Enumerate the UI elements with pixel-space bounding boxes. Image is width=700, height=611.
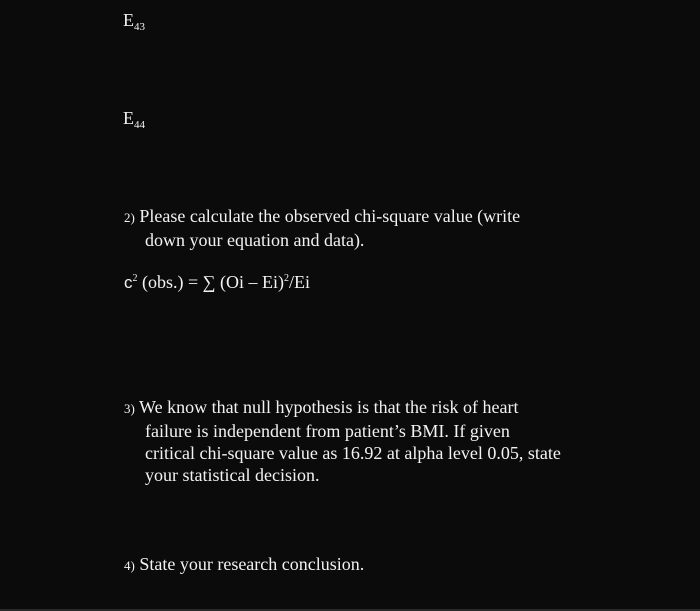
question-3-line-4: your statistical decision. xyxy=(145,465,320,485)
variable-e44 xyxy=(123,108,145,131)
variable-e44-subscript: 44 xyxy=(134,119,145,131)
question-4-line-1: State your research conclusion. xyxy=(139,554,365,574)
variable-e43-base: E xyxy=(123,10,134,30)
formula-exponent: 2 xyxy=(283,273,289,284)
question-2-line-2: down your equation and data). xyxy=(145,230,365,250)
question-2-line-1: Please calculate the observed chi-square value (write xyxy=(139,206,521,226)
question-2-number: 2) xyxy=(124,210,135,225)
variable-e44-base: E xyxy=(123,108,134,128)
formula-denominator: /Ei xyxy=(288,272,310,292)
question-3-line-1: We know that null hypothesis is that the risk of heart xyxy=(139,397,519,417)
question-3-line-2: failure is independent from patient’s BMI. If given xyxy=(145,421,510,441)
question-3 xyxy=(124,396,561,486)
chi-symbol: c xyxy=(124,273,133,292)
variable-e43 xyxy=(123,10,145,33)
formula-body: (obs.) = ∑ (Oi – Ei) xyxy=(137,272,284,292)
question-3-line-3: critical chi-square value as 16.92 at alpha level 0.05, state xyxy=(145,443,561,463)
chi-square-formula xyxy=(124,272,310,293)
chi-exponent: 2 xyxy=(132,273,138,284)
question-3-number: 3) xyxy=(124,401,135,416)
question-4 xyxy=(124,553,364,577)
question-2 xyxy=(124,205,520,251)
variable-e43-subscript: 43 xyxy=(134,21,145,33)
question-4-number: 4) xyxy=(124,558,135,573)
